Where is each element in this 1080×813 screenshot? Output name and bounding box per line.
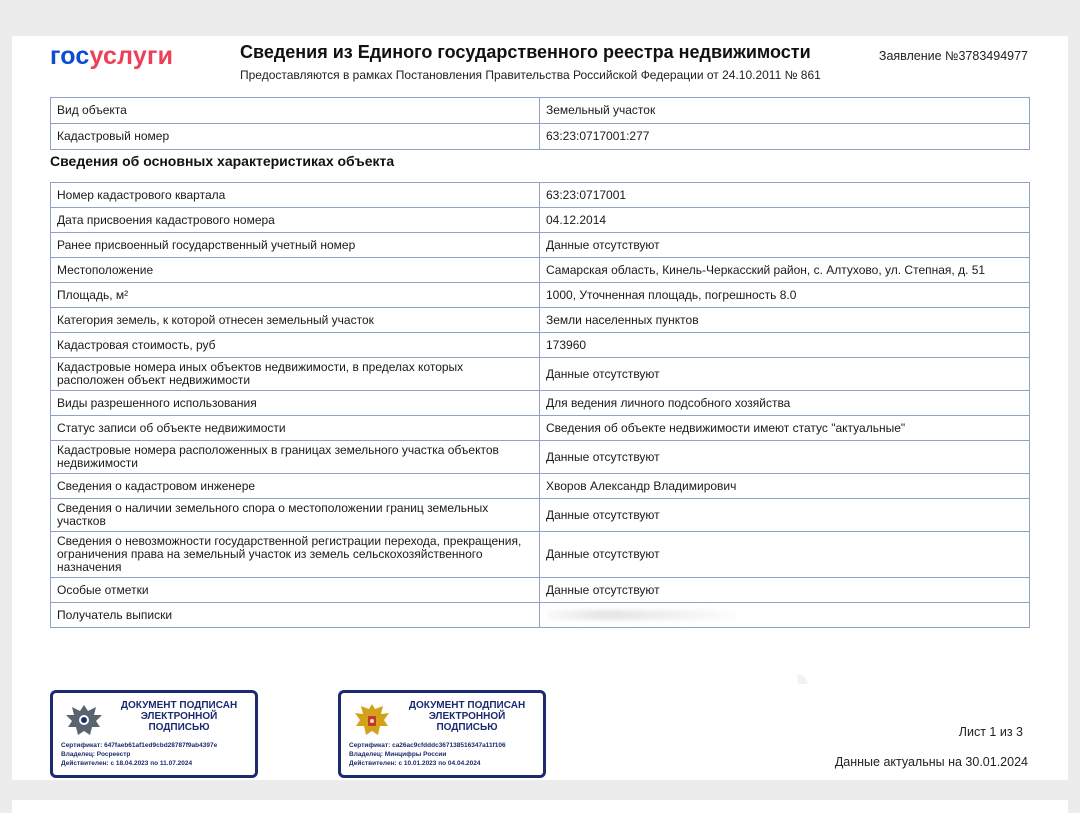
row-value: Данные отсутствуют: [540, 441, 1030, 474]
row-label: Сведения о невозможности государственной регистрации перехода, прекращения, ограничения права на земельный участок из земель сельскохозяйственного назначения: [51, 532, 540, 578]
stamp-certificate: Сертификат: 647faeb61af1ed9cbd28787f9ab4397e: [61, 742, 218, 749]
table-row: [51, 258, 1030, 283]
row-value: 173960: [540, 333, 1030, 358]
characteristics-table: [50, 182, 1030, 628]
row-value: Данные отсутствуют: [540, 532, 1030, 578]
gosuslugi-logo[interactable]: госуслуги: [50, 42, 174, 70]
row-label: Кадастровый номер: [51, 124, 540, 150]
table-row: [51, 358, 1030, 391]
stamp-owner: Владелец: Минцифры России: [349, 751, 447, 758]
row-value: Хворов Александр Владимирович: [540, 474, 1030, 499]
row-label: Номер кадастрового квартала: [51, 183, 540, 208]
table-row: [51, 124, 1030, 150]
row-value: 1000, Уточненная площадь, погрешность 8.0: [540, 283, 1030, 308]
document-page: [12, 36, 1068, 780]
row-label: Кадастровые номера расположенных в границах земельного участка объектов недвижимости: [51, 441, 540, 474]
row-label: Получатель выписки: [51, 603, 540, 628]
signature-stamp-rosreestr: [50, 690, 258, 778]
row-label: Категория земель, к которой отнесен земельный участок: [51, 308, 540, 333]
table-row: [51, 416, 1030, 441]
table-row: [51, 333, 1030, 358]
document-title: Сведения из Единого государственного реестра недвижимости: [240, 42, 811, 62]
row-label: Сведения о наличии земельного спора о местоположении границ земельных участков: [51, 499, 540, 532]
table-row: [51, 183, 1030, 208]
table-row: [51, 474, 1030, 499]
redaction-blur: [546, 610, 746, 620]
watermark-logo: ◔: [784, 655, 812, 707]
signature-stamp-mintsifry: [338, 690, 546, 778]
row-value: 63:23:0717001: [540, 183, 1030, 208]
row-label: Особые отметки: [51, 578, 540, 603]
row-value: Данные отсутствуют: [540, 578, 1030, 603]
row-label: Местоположение: [51, 258, 540, 283]
table-row: [51, 308, 1030, 333]
table-row: [51, 499, 1030, 532]
row-value: Данные отсутствуют: [540, 233, 1030, 258]
row-value: Сведения об объекте недвижимости имеют статус "актуальные": [540, 416, 1030, 441]
row-value-redacted: [540, 603, 1030, 628]
row-label: Кадастровые номера иных объектов недвижимости, в пределах которых расположен объект недвижимости: [51, 358, 540, 391]
stamp-details: [349, 741, 543, 768]
row-label: Виды разрешенного использования: [51, 391, 540, 416]
object-table: [50, 97, 1030, 150]
stamp-validity: Действителен: с 18.04.2023 по 11.07.2024: [61, 760, 193, 767]
page-counter: Лист 1 из 3: [958, 725, 1023, 739]
row-value: Данные отсутствуют: [540, 499, 1030, 532]
document-subtitle: Предоставляются в рамках Постановления Правительства Российской Федерации от 24.10.2011 № 861: [240, 68, 821, 82]
row-label: Сведения о кадастровом инженере: [51, 474, 540, 499]
row-value: 63:23:0717001:277: [540, 124, 1030, 150]
stamp-owner: Владелец: Росреестр: [61, 751, 131, 758]
next-page-edge: [12, 800, 1068, 813]
application-number: Заявление №3783494977: [878, 49, 1028, 63]
table-row: [51, 208, 1030, 233]
table-row: [51, 441, 1030, 474]
row-label: Статус записи об объекте недвижимости: [51, 416, 540, 441]
row-value: 04.12.2014: [540, 208, 1030, 233]
stamp-title: ДОКУМЕНТ ПОДПИСАН ЭЛЕКТРОННОЙ ПОДПИСЬЮ: [408, 700, 526, 733]
table-row: [51, 603, 1030, 628]
row-value: Данные отсутствуют: [540, 358, 1030, 391]
row-label: Вид объекта: [51, 98, 540, 124]
row-value: Земельный участок: [540, 98, 1030, 124]
rosreestr-eagle-icon: [63, 701, 105, 741]
table-row: [51, 233, 1030, 258]
row-value: Земли населенных пунктов: [540, 308, 1030, 333]
section-title: Сведения об основных характеристиках объекта: [50, 153, 395, 169]
stamp-details: [61, 741, 255, 768]
row-label: Дата присвоения кадастрового номера: [51, 208, 540, 233]
row-label: Кадастровая стоимость, руб: [51, 333, 540, 358]
row-value: Самарская область, Кинель-Черкасский район, с. Алтухово, ул. Степная, д. 51: [540, 258, 1030, 283]
row-value: Для ведения личного подсобного хозяйства: [540, 391, 1030, 416]
table-row: [51, 391, 1030, 416]
row-label: Ранее присвоенный государственный учетный номер: [51, 233, 540, 258]
stamp-validity: Действителен: с 10.01.2023 по 04.04.2024: [349, 760, 481, 767]
table-row: [51, 532, 1030, 578]
stamp-title: ДОКУМЕНТ ПОДПИСАН ЭЛЕКТРОННОЙ ПОДПИСЬЮ: [120, 700, 238, 733]
actual-date: Данные актуальны на 30.01.2024: [834, 755, 1028, 769]
table-row: [51, 98, 1030, 124]
table-row: [51, 578, 1030, 603]
stamp-certificate: Сертификат: ca26ac9cfdddc367138516347a11f106: [349, 742, 506, 749]
table-row: [51, 283, 1030, 308]
coat-of-arms-icon: [351, 701, 393, 741]
row-label: Площадь, м²: [51, 283, 540, 308]
